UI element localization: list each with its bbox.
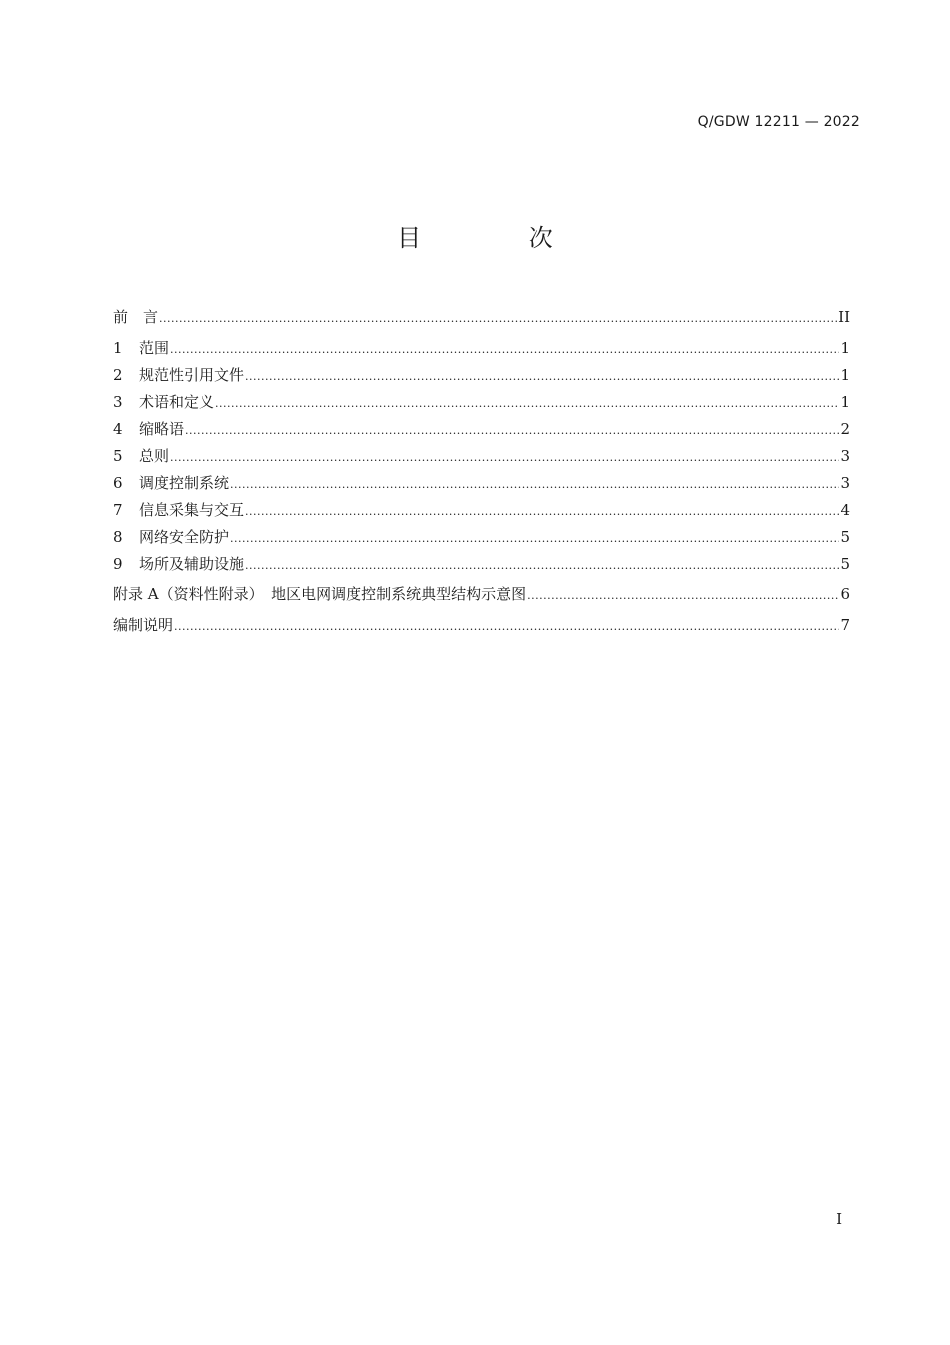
- toc-entry-7[interactable]: [113, 497, 850, 524]
- toc-entry-number: 6: [113, 474, 123, 492]
- toc-entry-text: 术语和定义: [139, 393, 215, 411]
- toc-leader-dots: [170, 336, 839, 363]
- toc-entry-number: 5: [113, 447, 123, 465]
- toc-entry-5[interactable]: [113, 443, 850, 470]
- toc-leader-dots: [245, 498, 839, 525]
- toc-entry-page: 1: [840, 339, 850, 357]
- toc-entry-page: 1: [840, 366, 850, 384]
- toc-leader-dots: [245, 363, 839, 390]
- toc-entry-1[interactable]: [113, 335, 850, 362]
- toc-entry-text: 范围: [139, 339, 170, 357]
- toc-entry-page: 7: [840, 616, 850, 634]
- toc-entry-text: 前 言: [113, 308, 159, 326]
- document-code: Q/GDW 12211 — 2022: [697, 114, 860, 130]
- toc-entry-text: 网络安全防护: [139, 528, 230, 546]
- toc-leader-dots: [174, 613, 839, 640]
- toc-leader-dots: [527, 582, 839, 609]
- toc-entry-text: 总则: [139, 447, 170, 465]
- toc-leader-dots: [215, 390, 839, 417]
- toc-entry-4[interactable]: [113, 416, 850, 443]
- toc-leader-dots: [230, 471, 839, 498]
- toc-entry-page: 2: [840, 420, 850, 438]
- toc-entry-8[interactable]: [113, 524, 850, 551]
- toc-entry-9[interactable]: [113, 551, 850, 578]
- toc-entry-number: 3: [113, 393, 123, 411]
- toc-entry-foreword[interactable]: [113, 304, 850, 335]
- toc-entry-3[interactable]: [113, 389, 850, 416]
- page-number: I: [836, 1210, 842, 1228]
- toc-leader-dots: [230, 525, 839, 552]
- toc-entry-annex-a[interactable]: [113, 581, 850, 612]
- toc-entry-number: 7: [113, 501, 123, 519]
- toc-entry-text: 附录 A（资料性附录） 地区电网调度控制系统典型结构示意图: [113, 585, 527, 603]
- toc-entry-text: 信息采集与交互: [139, 501, 245, 519]
- toc-entry-text: 编制说明: [113, 616, 174, 634]
- toc-entry-number: 2: [113, 366, 123, 384]
- toc-entry-number: 1: [113, 339, 123, 357]
- toc-entry-number: 8: [113, 528, 123, 546]
- page-title: 目 次: [397, 224, 603, 252]
- toc-entry-page: 4: [840, 501, 850, 519]
- toc-entry-page: 3: [840, 474, 850, 492]
- toc-leader-dots: [159, 305, 837, 332]
- toc-entry-text: 规范性引用文件: [139, 366, 245, 384]
- toc-entry-page: 5: [840, 528, 850, 546]
- toc-entry-2[interactable]: [113, 362, 850, 389]
- toc-leader-dots: [185, 417, 839, 444]
- toc-leader-dots: [245, 552, 839, 579]
- toc-entry-number: 9: [113, 555, 123, 573]
- toc-entry-number: 4: [113, 420, 123, 438]
- table-of-contents: [113, 304, 850, 639]
- toc-entry-page: 6: [840, 585, 850, 603]
- toc-entry-text: 调度控制系统: [139, 474, 230, 492]
- toc-entry-page: 3: [840, 447, 850, 465]
- toc-entry-page: 5: [840, 555, 850, 573]
- toc-entry-compilation-notes[interactable]: [113, 612, 850, 639]
- toc-entry-text: 场所及辅助设施: [139, 555, 245, 573]
- toc-leader-dots: [170, 444, 839, 471]
- toc-entry-6[interactable]: [113, 470, 850, 497]
- toc-entry-page: II: [838, 308, 850, 326]
- toc-entry-page: 1: [840, 393, 850, 411]
- toc-entry-text: 缩略语: [139, 420, 185, 438]
